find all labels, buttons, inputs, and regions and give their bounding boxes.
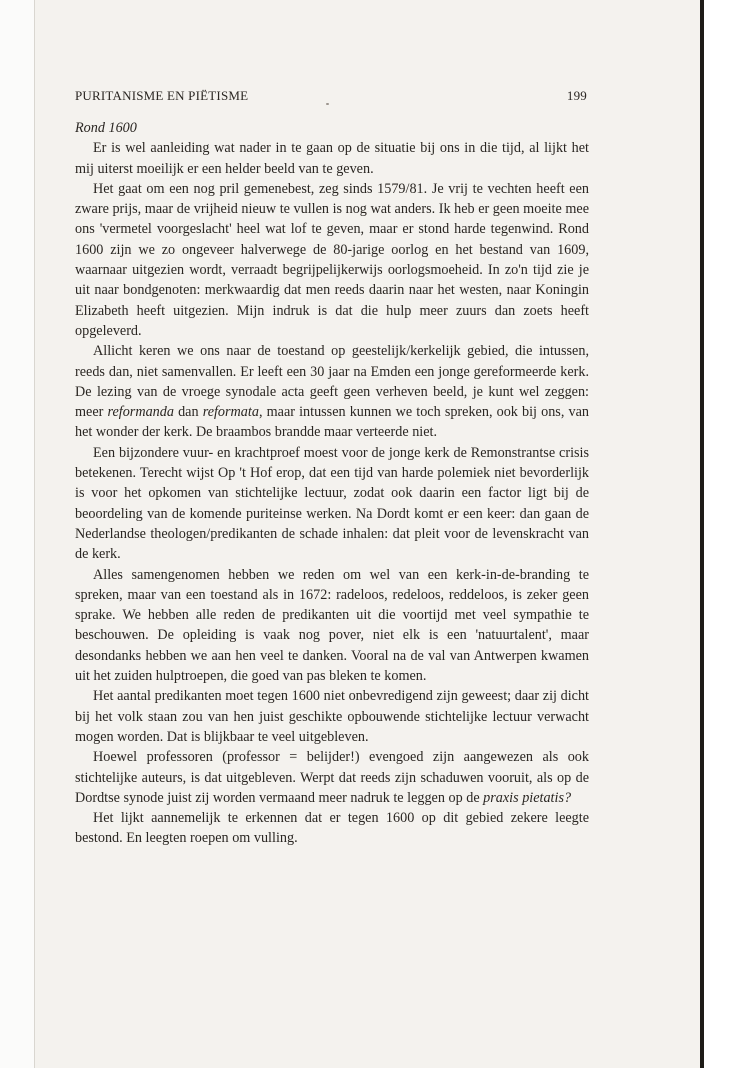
scan-background-left	[0, 0, 34, 1068]
paragraph-3-part-1: Allicht keren we ons naar de toestand op geestelijk/kerkelijk gebied, die intussen, reeds dan, niet samenvallen. Er leeft een 30 jaar na Emden een jonge gereformeerde kerk. De lezing van de vroege synodale acta geeft geen verheven beeld, je kunt wel zeggen: meer	[75, 343, 589, 421]
body-text	[75, 118, 589, 849]
scan-speck	[326, 103, 329, 105]
paragraph-3-part-2: dan	[173, 404, 203, 421]
paragraph-2: Het gaat om een nog pril gemenebest, zeg sinds 1579/81. Je vrij te vechten heeft een zware prijs, maar de vrijheid nieuw te vullen is nog wat anders. Ik heb er geen moeite mee ons 'vermetel voorgeslacht' heel wat lof te geven, maar er stond harde tegenwind. Rond 1600 zijn we zo ongeveer halverwege de 80-jarige oorlog en het bestand van 1609, waarnaar uitgezien wordt, verraadt begrijpelijkerwijs oorlogsmoeheid. In zo'n tijd zie je uit naar bondgenoten: merkwaardig dat men reeds daarin naar het westen, naar Koningin Elizabeth heeft uitgezien. Mijn indruk is dat die hulp meer zuurs dan zoets heeft opgeleverd.	[75, 180, 589, 339]
term-praxis-pietatis: praxis pietatis?	[483, 789, 572, 806]
paragraph-7-part-1: Hoewel professoren (professor = belijder!) evengoed zijn aangewezen als ook stichtelijke auteurs, is dat uitgebleven. Werpt dat reeds zijn schaduwen vooruit, als op de Dordtse synode juist zij worden vermaand meer nadruk te leggen op de	[75, 749, 589, 806]
paragraph-3	[75, 341, 589, 442]
paragraph-3-part-3: , maar intussen kunnen we toch spreken, ook bij ons, van het wonder der kerk. De braambos brandde maar verteerde niet.	[75, 404, 589, 441]
paragraph-1: Er is wel aanleiding wat nader in te gaan op de situatie bij ons in die tijd, al lijkt het mij uiterst moeilijk er een helder beeld van te geven.	[75, 140, 589, 177]
running-head-title: PURITANISME EN PIËTISME	[75, 88, 249, 103]
paragraph-6: Het aantal predikanten moet tegen 1600 niet onbevredigend zijn geweest; daar zij dicht bij het volk staan zou van hen juist geschikte opbouwende stichtelijke lectuur verwacht mogen worden. Dat is blijkbaar te veel uitgebleven.	[75, 688, 589, 745]
scan-background-right	[704, 0, 738, 1068]
paragraph-4: Een bijzondere vuur- en krachtproef moest voor de jonge kerk de Remonstrantse crisis betekenen. Terecht wijst Op 't Hof erop, dat een tijd van harde polemiek niet bevorderlijk is voor het opkomen van stichtelijke lectuur, zodat ook daarin een factor ligt bij de beoordeling van de komende puriteinse werken. Na Dordt komt er een keer: dan gaan de Nederlandse theologen/predikanten de schade inhalen: dat pleit voor de levenskracht van de kerk.	[75, 444, 589, 563]
term-reformanda: reformanda	[107, 404, 174, 421]
paragraph-8: Het lijkt aannemelijk te erkennen dat er tegen 1600 op dit gebied zekere leegte bestond. En leegten roepen om vulling.	[75, 810, 589, 847]
section-heading: Rond 1600	[75, 120, 137, 136]
page-number: 199	[566, 88, 587, 103]
term-reformata: reformata	[202, 404, 259, 421]
paragraph-7	[75, 747, 589, 808]
paragraph-5: Alles samengenomen hebben we reden om wel van een kerk-in-de-branding te spreken, maar van een toestand als in 1672: radeloos, redeloos, reddeloos, is zeker geen sprake. We hebben alle reden de predikanten uit die voortijd met veel sympathie te beschouwen. De opleiding is vaak nog pover, niet elk is een 'natuurtalent', maar desondanks hebben we aan hen veel te danken. Vooral na de val van Antwerpen kwamen uit het zuiden hulptroepen, die goed van pas bleken te komen.	[75, 566, 589, 685]
running-head	[75, 88, 587, 106]
